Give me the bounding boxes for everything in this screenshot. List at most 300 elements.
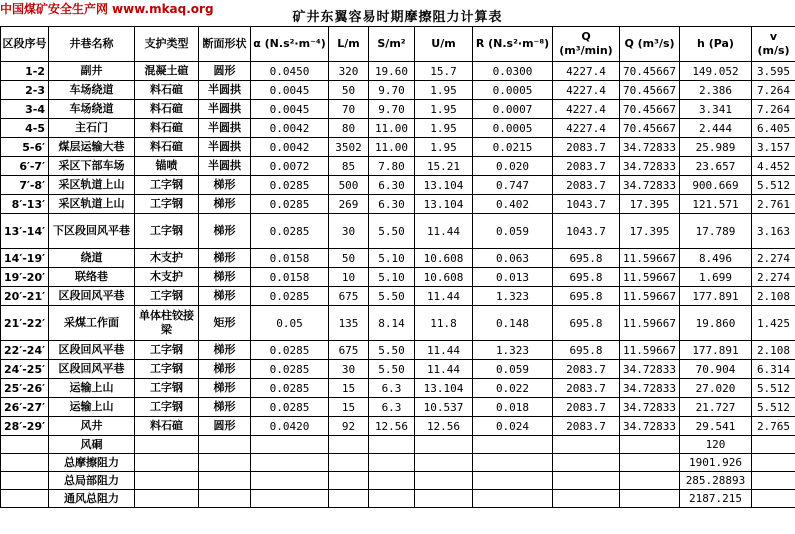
table-cell: 5.512 [752, 398, 795, 417]
table-cell: 0.0005 [473, 119, 553, 138]
table-cell: 3502 [329, 138, 369, 157]
table-cell: 0.022 [473, 379, 553, 398]
table-cell: 320 [329, 62, 369, 81]
column-header: S/m² [369, 27, 415, 62]
table-cell: 0.059 [473, 360, 553, 379]
table-header [1, 27, 795, 62]
table-cell: 11.00 [369, 138, 415, 157]
table-cell: 2.274 [752, 268, 795, 287]
page-title: 矿井东翼容易时期摩擦阻力计算表 [292, 10, 503, 25]
empty-cell [415, 472, 473, 490]
empty-cell [329, 472, 369, 490]
site-name: 中国煤矿安全生产网 [0, 2, 109, 16]
column-header: R (N.s²·m⁻⁸) [473, 27, 553, 62]
table-cell: 0.05 [251, 306, 329, 341]
table-cell: 6.405 [752, 119, 795, 138]
table-cell: 混凝土碹 [135, 62, 199, 81]
table-cell: 风井 [49, 417, 135, 436]
table-cell: 23.657 [680, 157, 752, 176]
table-cell: 4227.4 [553, 81, 620, 100]
table-row [1, 398, 795, 417]
empty-cell [415, 436, 473, 454]
table-cell: 269 [329, 195, 369, 214]
table-cell: 半圆拱 [199, 138, 251, 157]
table-row [1, 268, 795, 287]
empty-cell [553, 436, 620, 454]
table-cell: 5.10 [369, 249, 415, 268]
resistance-table [0, 26, 795, 508]
table-cell: 0.0285 [251, 214, 329, 249]
table-cell: 1043.7 [553, 214, 620, 249]
table-cell: 0.0215 [473, 138, 553, 157]
table-cell: 5.10 [369, 268, 415, 287]
table-cell: 2.108 [752, 341, 795, 360]
table-row [1, 306, 795, 341]
table-cell: 5.50 [369, 360, 415, 379]
empty-cell [620, 436, 680, 454]
table-cell: 副井 [49, 62, 135, 81]
table-row [1, 138, 795, 157]
table-cell: 主石门 [49, 119, 135, 138]
table-cell: 50 [329, 81, 369, 100]
table-cell: 1.699 [680, 268, 752, 287]
table-cell: 工字钢 [135, 287, 199, 306]
table-cell: 11.44 [415, 360, 473, 379]
table-cell: 8.496 [680, 249, 752, 268]
table-cell: 0.0007 [473, 100, 553, 119]
table-cell: 34.72833 [620, 176, 680, 195]
table-cell: 3.163 [752, 214, 795, 249]
empty-cell [553, 472, 620, 490]
table-cell: 车场绕道 [49, 81, 135, 100]
table-cell: 2083.7 [553, 157, 620, 176]
empty-cell [369, 472, 415, 490]
empty-cell [473, 472, 553, 490]
table-cell: 绕道 [49, 249, 135, 268]
table-row [1, 214, 795, 249]
summary-value: 285.28893 [680, 472, 752, 490]
table-cell: 19′-20′ [1, 268, 49, 287]
table-cell: 运输上山 [49, 379, 135, 398]
table-cell: 5.50 [369, 214, 415, 249]
table-cell: 22′-24′ [1, 341, 49, 360]
column-header: Q (m³/min) [553, 27, 620, 62]
table-cell: 梯形 [199, 398, 251, 417]
table-cell: 0.402 [473, 195, 553, 214]
table-cell: 1-2 [1, 62, 49, 81]
table-cell: 料石碹 [135, 119, 199, 138]
table-cell: 6.3 [369, 398, 415, 417]
summary-value: 120 [680, 436, 752, 454]
table-cell: 695.8 [553, 249, 620, 268]
table-cell: 0.059 [473, 214, 553, 249]
table-cell: 500 [329, 176, 369, 195]
column-header: U/m [415, 27, 473, 62]
empty-cell [199, 454, 251, 472]
table-cell: 3.341 [680, 100, 752, 119]
table-cell: 0.0042 [251, 138, 329, 157]
empty-cell [329, 490, 369, 508]
table-cell: 8.14 [369, 306, 415, 341]
table-cell: 5.512 [752, 176, 795, 195]
empty-cell [135, 454, 199, 472]
empty-cell [620, 490, 680, 508]
table-cell: 34.72833 [620, 379, 680, 398]
table-cell: 0.0285 [251, 287, 329, 306]
table-cell: 24′-25′ [1, 360, 49, 379]
table-cell: 采煤工作面 [49, 306, 135, 341]
table-cell: 695.8 [553, 341, 620, 360]
empty-cell [553, 490, 620, 508]
table-cell: 0.0072 [251, 157, 329, 176]
table-cell: 区段回风平巷 [49, 287, 135, 306]
table-cell: 26′-27′ [1, 398, 49, 417]
table-cell: 2083.7 [553, 379, 620, 398]
table-body [1, 62, 795, 508]
column-header: v (m/s) [752, 27, 795, 62]
empty-cell [199, 472, 251, 490]
table-cell: 半圆拱 [199, 119, 251, 138]
empty-cell [473, 436, 553, 454]
summary-row [1, 472, 795, 490]
table-cell: 2-3 [1, 81, 49, 100]
table-cell: 85 [329, 157, 369, 176]
table-cell: 30 [329, 214, 369, 249]
table-cell: 0.0042 [251, 119, 329, 138]
table-cell: 11.59667 [620, 249, 680, 268]
table-cell: 0.0158 [251, 268, 329, 287]
table-cell: 1.425 [752, 306, 795, 341]
top-bar [0, 0, 795, 26]
table-cell: 11.59667 [620, 341, 680, 360]
table-cell: 10.537 [415, 398, 473, 417]
table-row [1, 62, 795, 81]
table-cell: 6.314 [752, 360, 795, 379]
table-cell: 28′-29′ [1, 417, 49, 436]
table-cell: 2083.7 [553, 360, 620, 379]
table-cell: 0.0300 [473, 62, 553, 81]
table-cell: 25.989 [680, 138, 752, 157]
table-cell: 梯形 [199, 360, 251, 379]
empty-cell [415, 490, 473, 508]
table-cell: 70.45667 [620, 81, 680, 100]
table-cell: 70.45667 [620, 100, 680, 119]
table-cell: 0.0285 [251, 195, 329, 214]
empty-cell [251, 436, 329, 454]
table-cell: 2.761 [752, 195, 795, 214]
table-cell: 50 [329, 249, 369, 268]
summary-label: 总摩擦阻力 [49, 454, 135, 472]
table-cell: 半圆拱 [199, 157, 251, 176]
table-cell: 梯形 [199, 195, 251, 214]
table-cell: 采区轨道上山 [49, 195, 135, 214]
table-cell: 14′-19′ [1, 249, 49, 268]
empty-cell [199, 436, 251, 454]
table-cell: 15 [329, 398, 369, 417]
table-row [1, 195, 795, 214]
empty-cell [415, 454, 473, 472]
empty-cell [752, 490, 795, 508]
table-cell: 11.44 [415, 341, 473, 360]
table-cell: 12.56 [369, 417, 415, 436]
table-cell: 0.0285 [251, 341, 329, 360]
table-cell: 采区下部车场 [49, 157, 135, 176]
summary-label: 总局部阻力 [49, 472, 135, 490]
table-cell: 13′-14′ [1, 214, 49, 249]
table-row [1, 176, 795, 195]
table-cell: 70.45667 [620, 119, 680, 138]
summary-row [1, 490, 795, 508]
summary-row [1, 436, 795, 454]
table-row [1, 417, 795, 436]
table-cell: 15.21 [415, 157, 473, 176]
column-header: h (Pa) [680, 27, 752, 62]
table-row [1, 379, 795, 398]
table-cell: 17.395 [620, 195, 680, 214]
table-cell: 11.8 [415, 306, 473, 341]
table-cell: 0.0285 [251, 398, 329, 417]
table-cell: 4227.4 [553, 62, 620, 81]
table-cell: 6′-7′ [1, 157, 49, 176]
table-cell: 2083.7 [553, 398, 620, 417]
table-cell: 1.323 [473, 287, 553, 306]
table-cell: 3.157 [752, 138, 795, 157]
table-cell: 121.571 [680, 195, 752, 214]
table-cell: 0.0450 [251, 62, 329, 81]
table-cell: 34.72833 [620, 417, 680, 436]
empty-cell [369, 454, 415, 472]
table-cell: 177.891 [680, 341, 752, 360]
table-cell: 34.72833 [620, 398, 680, 417]
table-cell: 13.104 [415, 195, 473, 214]
table-cell: 11.59667 [620, 268, 680, 287]
table-cell: 19.60 [369, 62, 415, 81]
table-cell: 1.95 [415, 100, 473, 119]
table-cell: 圆形 [199, 417, 251, 436]
empty-cell [620, 472, 680, 490]
summary-value: 2187.215 [680, 490, 752, 508]
table-cell: 34.72833 [620, 157, 680, 176]
table-cell: 34.72833 [620, 360, 680, 379]
column-header: 断面形状 [199, 27, 251, 62]
table-cell: 梯形 [199, 287, 251, 306]
empty-cell [329, 454, 369, 472]
summary-value: 1901.926 [680, 454, 752, 472]
table-cell: 13.104 [415, 379, 473, 398]
table-cell: 11.44 [415, 287, 473, 306]
empty-cell [473, 454, 553, 472]
table-cell: 17.395 [620, 214, 680, 249]
empty-cell [1, 454, 49, 472]
table-cell: 木支护 [135, 268, 199, 287]
empty-cell [369, 436, 415, 454]
table-cell: 半圆拱 [199, 100, 251, 119]
table-cell: 0.063 [473, 249, 553, 268]
table-cell: 25′-26′ [1, 379, 49, 398]
table-cell: 圆形 [199, 62, 251, 81]
empty-cell [251, 490, 329, 508]
table-cell: 0.0045 [251, 81, 329, 100]
table-cell: 料石碹 [135, 100, 199, 119]
table-cell: 0.747 [473, 176, 553, 195]
empty-cell [251, 472, 329, 490]
table-cell: 21.727 [680, 398, 752, 417]
table-cell: 梯形 [199, 341, 251, 360]
table-cell: 工字钢 [135, 214, 199, 249]
table-cell: 13.104 [415, 176, 473, 195]
table-cell: 工字钢 [135, 398, 199, 417]
table-cell: 工字钢 [135, 176, 199, 195]
table-cell: 1.95 [415, 138, 473, 157]
table-cell: 70 [329, 100, 369, 119]
table-cell: 92 [329, 417, 369, 436]
table-cell: 695.8 [553, 268, 620, 287]
table-cell: 70.45667 [620, 62, 680, 81]
table-cell: 单体柱铰接梁 [135, 306, 199, 341]
empty-cell [752, 454, 795, 472]
table-cell: 2.765 [752, 417, 795, 436]
table-cell: 料石碹 [135, 81, 199, 100]
table-cell: 梯形 [199, 268, 251, 287]
table-cell: 10.608 [415, 268, 473, 287]
table-cell: 19.860 [680, 306, 752, 341]
table-cell: 11.59667 [620, 287, 680, 306]
table-cell: 梯形 [199, 249, 251, 268]
table-cell: 0.0420 [251, 417, 329, 436]
table-cell: 12.56 [415, 417, 473, 436]
table-cell: 1.323 [473, 341, 553, 360]
table-cell: 10.608 [415, 249, 473, 268]
table-cell: 675 [329, 287, 369, 306]
table-row [1, 119, 795, 138]
empty-cell [752, 436, 795, 454]
table-cell: 3.595 [752, 62, 795, 81]
table-cell: 10 [329, 268, 369, 287]
table-cell: 下区段回风平巷 [49, 214, 135, 249]
table-cell: 4.452 [752, 157, 795, 176]
table-cell: 7.80 [369, 157, 415, 176]
table-cell: 工字钢 [135, 341, 199, 360]
column-header: 井巷名称 [49, 27, 135, 62]
table-cell: 5.50 [369, 287, 415, 306]
empty-cell [135, 490, 199, 508]
table-row [1, 287, 795, 306]
table-cell: 0.020 [473, 157, 553, 176]
table-cell: 2083.7 [553, 138, 620, 157]
table-row [1, 341, 795, 360]
table-cell: 7.264 [752, 81, 795, 100]
table-cell: 11.44 [415, 214, 473, 249]
table-cell: 900.669 [680, 176, 752, 195]
table-cell: 15.7 [415, 62, 473, 81]
summary-label: 通风总阻力 [49, 490, 135, 508]
table-cell: 6.30 [369, 195, 415, 214]
table-cell: 矩形 [199, 306, 251, 341]
table-cell: 梯形 [199, 379, 251, 398]
table-cell: 5.512 [752, 379, 795, 398]
table-cell: 7′-8′ [1, 176, 49, 195]
column-header: α (N.s²·m⁻⁴) [251, 27, 329, 62]
table-row [1, 157, 795, 176]
table-cell: 运输上山 [49, 398, 135, 417]
empty-cell [135, 436, 199, 454]
table-cell: 11.59667 [620, 306, 680, 341]
table-cell: 2083.7 [553, 417, 620, 436]
column-header: Q (m³/s) [620, 27, 680, 62]
table-cell: 1043.7 [553, 195, 620, 214]
table-row [1, 81, 795, 100]
empty-cell [135, 472, 199, 490]
table-cell: 29.541 [680, 417, 752, 436]
table-cell: 34.72833 [620, 138, 680, 157]
table-cell: 5.50 [369, 341, 415, 360]
table-cell: 工字钢 [135, 360, 199, 379]
table-cell: 0.0005 [473, 81, 553, 100]
empty-cell [752, 472, 795, 490]
table-cell: 1.95 [415, 81, 473, 100]
table-cell: 9.70 [369, 100, 415, 119]
table-cell: 695.8 [553, 287, 620, 306]
table-row [1, 100, 795, 119]
table-cell: 采区轨道上山 [49, 176, 135, 195]
column-header: L/m [329, 27, 369, 62]
table-cell: 工字钢 [135, 379, 199, 398]
table-cell: 0.0285 [251, 360, 329, 379]
table-cell: 煤层运输大巷 [49, 138, 135, 157]
summary-label: 风硐 [49, 436, 135, 454]
table-cell: 20′-21′ [1, 287, 49, 306]
empty-cell [199, 490, 251, 508]
table-cell: 2.108 [752, 287, 795, 306]
empty-cell [1, 436, 49, 454]
empty-cell [1, 490, 49, 508]
table-cell: 8′-13′ [1, 195, 49, 214]
table-cell: 0.013 [473, 268, 553, 287]
empty-cell [1, 472, 49, 490]
table-cell: 3-4 [1, 100, 49, 119]
table-cell: 0.018 [473, 398, 553, 417]
table-cell: 149.052 [680, 62, 752, 81]
table-cell: 675 [329, 341, 369, 360]
table-cell: 0.0158 [251, 249, 329, 268]
column-header: 区段序号 [1, 27, 49, 62]
empty-cell [251, 454, 329, 472]
table-cell: 30 [329, 360, 369, 379]
table-cell: 21′-22′ [1, 306, 49, 341]
table-cell: 9.70 [369, 81, 415, 100]
table-cell: 0.0045 [251, 100, 329, 119]
table-cell: 27.020 [680, 379, 752, 398]
table-cell: 4227.4 [553, 119, 620, 138]
table-cell: 6.3 [369, 379, 415, 398]
table-cell: 0.0285 [251, 176, 329, 195]
site-url: www.mkaq.org [112, 2, 214, 16]
empty-cell [369, 490, 415, 508]
table-cell: 1.95 [415, 119, 473, 138]
empty-cell [329, 436, 369, 454]
table-cell: 6.30 [369, 176, 415, 195]
table-cell: 车场绕道 [49, 100, 135, 119]
table-cell: 梯形 [199, 214, 251, 249]
table-cell: 0.024 [473, 417, 553, 436]
table-cell: 2.274 [752, 249, 795, 268]
table-cell: 区段回风平巷 [49, 360, 135, 379]
table-cell: 695.8 [553, 306, 620, 341]
table-row [1, 249, 795, 268]
table-cell: 177.891 [680, 287, 752, 306]
table-cell: 锚喷 [135, 157, 199, 176]
table-cell: 0.0285 [251, 379, 329, 398]
